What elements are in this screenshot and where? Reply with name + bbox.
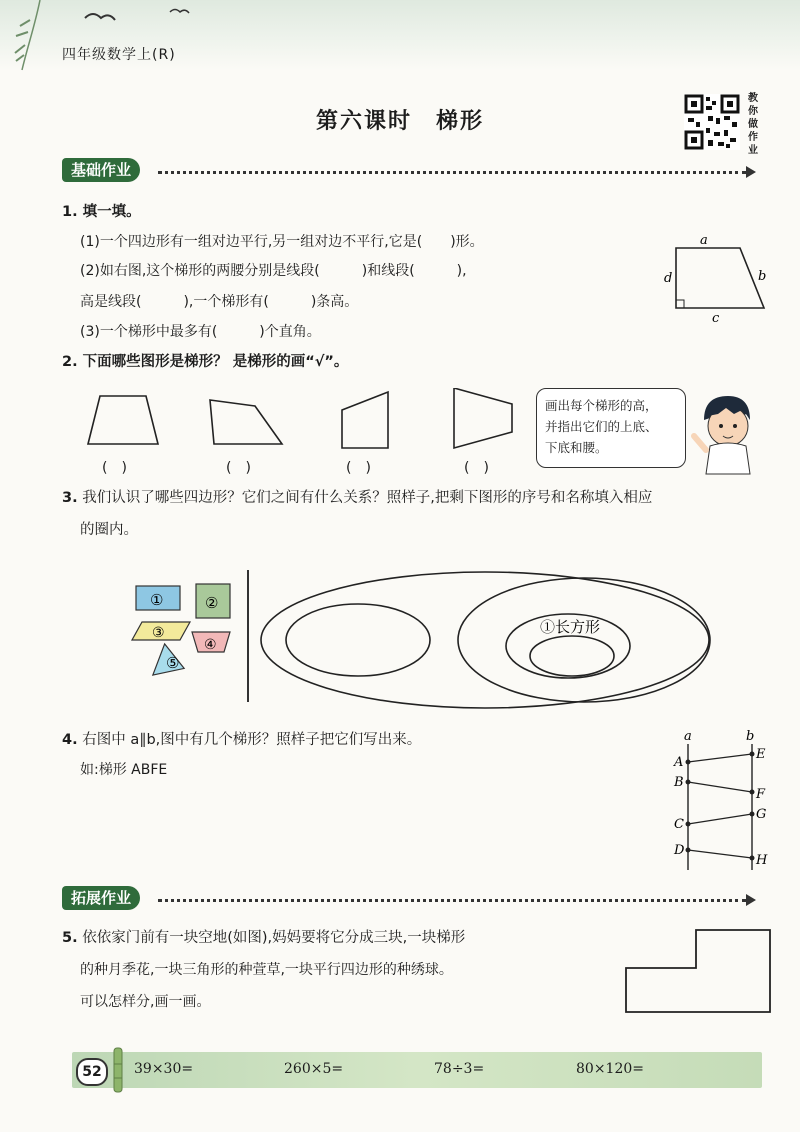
q2-shape-4	[454, 388, 512, 448]
q2-blank-3[interactable]: ( )	[346, 460, 371, 476]
q4-label-H: H	[756, 853, 768, 868]
q2-blank-1[interactable]: ( )	[102, 460, 127, 476]
footer-calc-3: 78÷3=	[434, 1061, 485, 1077]
q4-label-C: C	[674, 817, 684, 832]
q4-label-G: G	[756, 807, 767, 822]
q3-shape-1-label: ①	[150, 591, 164, 609]
q1-line3: 高是线段( ),一个梯形有( )条高。	[80, 294, 359, 310]
q4-title: 4. 右图中 a∥b,图中有几个梯形？照样子把它们写出来。	[62, 732, 422, 748]
footer-calc-1: 39×30=	[134, 1061, 194, 1077]
q3-diagram	[120, 560, 720, 720]
q4-label-D: D	[674, 843, 685, 858]
section-basic-tag: 基础作业	[62, 158, 140, 182]
q3-line1: 3. 我们认识了哪些四边形？它们之间有什么关系？照样子,把剩下图形的序号和名称填入相应	[62, 490, 653, 506]
q1-label-d: d	[664, 271, 673, 286]
lesson-title: 第六课时 梯形	[315, 109, 484, 134]
footer-bamboo-decoration	[108, 1046, 128, 1094]
q2-shape-2	[210, 400, 282, 444]
footer-calc-2: 260×5=	[284, 1061, 344, 1077]
q3-shape-5-label: ⑤	[166, 654, 180, 672]
section-basic-divider	[158, 171, 746, 174]
page-number: 52	[76, 1058, 108, 1086]
section-basic-arrow	[746, 166, 756, 178]
q4-label-B: B	[674, 775, 684, 790]
q1-line4: (3)一个梯形中最多有( )个直角。	[80, 324, 321, 340]
q4-label-E: E	[756, 747, 766, 762]
q5-land-figure[interactable]	[620, 924, 780, 1020]
footer-calc-4: 80×120=	[576, 1061, 644, 1077]
q1-trapezoid-figure	[660, 228, 780, 324]
q2-shape-1	[88, 396, 158, 444]
q4-label-A: A	[674, 755, 684, 770]
section-extended-arrow	[746, 894, 756, 906]
q3-line2: 的圈内。	[80, 522, 138, 538]
q2-speech-bubble: 画出每个梯形的高， 并指出它们的上底、 下底和腰。	[536, 388, 686, 468]
book-label: 四年级数学上(R)	[62, 47, 176, 63]
q3-shape-3-label: ③	[152, 625, 165, 641]
boy-character-illustration	[690, 390, 762, 476]
q2-shapes	[80, 388, 530, 458]
q2-title: 2. 下面哪些图形是梯形？ 是梯形的画“√”。	[62, 354, 349, 370]
q3-example-label: ①长方形	[540, 618, 601, 636]
q1-label-b: b	[758, 269, 767, 284]
q4-label-b: b	[746, 729, 755, 744]
q5-line2: 的种月季花,一块三角形的种萱草,一块平行四边形的种绣球。	[80, 962, 453, 978]
qr-code-icon[interactable]	[684, 94, 740, 150]
q3-shape-2-label: ②	[205, 594, 219, 612]
q2-blank-4[interactable]: ( )	[464, 460, 489, 476]
q4-label-a: a	[684, 729, 692, 744]
qr-caption: 教 你 做 作 业	[748, 93, 758, 156]
q2-blank-2[interactable]: ( )	[226, 460, 251, 476]
q5-line3: 可以怎样分,画一画。	[80, 994, 211, 1010]
q1-line2: (2)如右图,这个梯形的两腰分别是线段( )和线段( ),	[80, 263, 467, 279]
q4-label-F: F	[756, 787, 766, 802]
q4-parallel-lines-figure	[660, 726, 780, 876]
q1-title: 1. 填一填。	[62, 204, 141, 220]
section-extended-divider	[158, 899, 746, 902]
q1-label-c: c	[712, 311, 720, 324]
q1-label-a: a	[700, 233, 708, 248]
section-extended-tag: 拓展作业	[62, 886, 140, 910]
q1-line1: (1)一个四边形有一组对边平行,另一组对边不平行,它是( )形。	[80, 234, 484, 250]
q3-shape-4-label: ④	[204, 637, 217, 653]
q4-example: 如:梯形 ABFE	[80, 762, 168, 778]
q5-line1: 5. 依依家门前有一块空地(如图),妈妈要将它分成三块,一块梯形	[62, 930, 466, 946]
q2-shape-3	[342, 392, 388, 448]
